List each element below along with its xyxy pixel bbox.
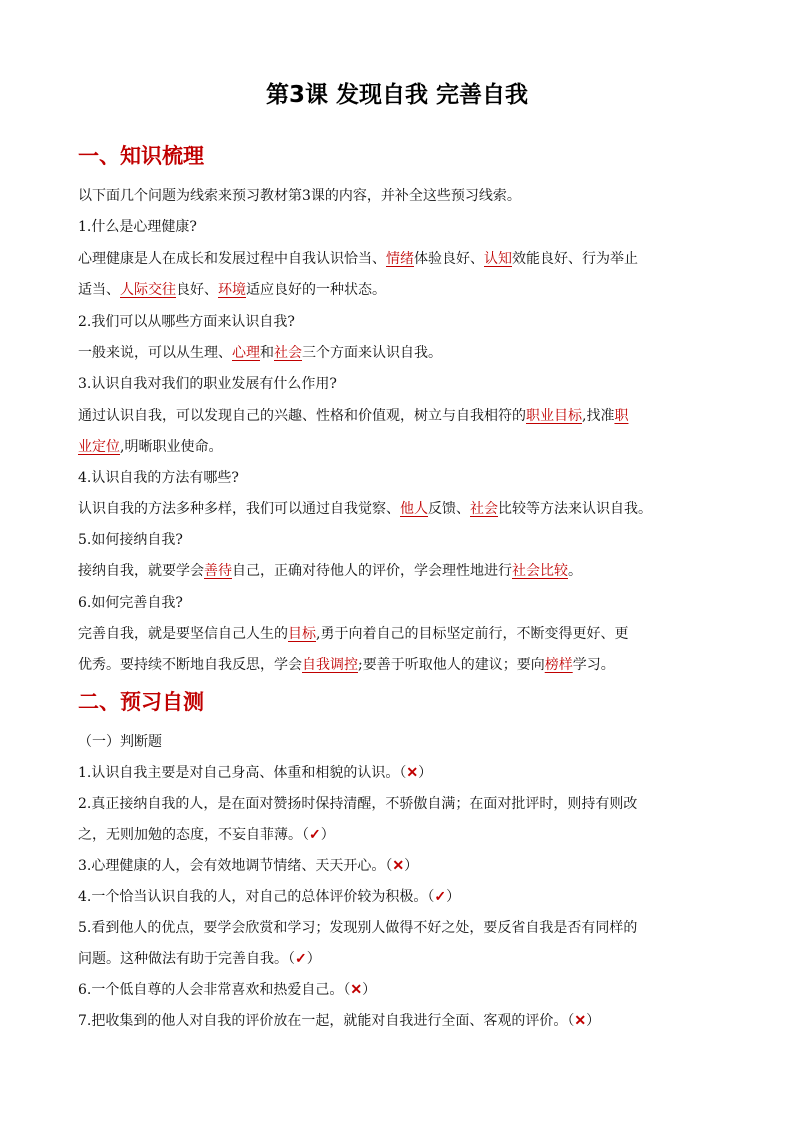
answer-blank: 认知 bbox=[484, 251, 512, 267]
wrong-mark-icon: ✕ bbox=[574, 1013, 587, 1029]
answer-blank: 社会 bbox=[470, 501, 498, 517]
tf-item-5-line-1: 5.看到他人的优点，要学会欣赏和学习；发现别人做得不好之处，要反省自我是否有同样的 bbox=[78, 920, 638, 936]
answer-blank: 善待 bbox=[204, 563, 232, 579]
answer-6-line-2: 优秀。要持续不断地自我反思，学会自我调控;要善于听取他人的建议；要向榜样学习。 bbox=[78, 657, 615, 673]
answer-5: 接纳自我，就要学会善待自己，正确对待他人的评价，学会理性地进行社会比较。 bbox=[78, 563, 582, 579]
wrong-mark-icon: ✕ bbox=[350, 982, 363, 998]
check-mark-icon: ✓ bbox=[434, 889, 447, 905]
question-6: 6.如何完善自我? bbox=[78, 595, 183, 611]
intro-text: 以下面几个问题为线索来预习教材第3课的内容，并补全这些预习线索。 bbox=[78, 188, 521, 204]
tf-item-2-line-2: 之，无则加勉的态度，不妄自菲薄。（✓） bbox=[78, 827, 335, 843]
answer-blank: 社会比较 bbox=[512, 563, 568, 579]
check-mark-icon: ✓ bbox=[309, 827, 321, 843]
tf-item-7: 7.把收集到的他人对自我的评价放在一起，就能对自我进行全面、客观的评价。（✕） bbox=[78, 1013, 601, 1029]
answer-blank: 环境 bbox=[218, 282, 246, 298]
tf-item-3: 3.心理健康的人，会有效地调节情绪、天天开心。（✕） bbox=[78, 858, 419, 874]
tf-item-2-line-1: 2.真正接纳自我的人，是在面对赞扬时保持清醒，不骄傲自满；在面对批评时，则持有则改 bbox=[78, 796, 638, 812]
check-mark-icon: ✓ bbox=[295, 951, 307, 967]
wrong-mark-icon: ✕ bbox=[406, 765, 419, 781]
answer-6-line-1: 完善自我，就是要坚信自己人生的目标,勇于向着自己的目标坚定前行，不断变得更好、更 bbox=[78, 626, 629, 642]
answer-3-line-2: 业定位,明晰职业使命。 bbox=[78, 439, 223, 455]
tf-item-1: 1.认识自我主要是对自己身高、体重和相貌的认识。（✕） bbox=[78, 765, 433, 781]
answer-1-line-2: 适当、人际交往良好、环境适应良好的一种状态。 bbox=[78, 282, 386, 298]
answer-blank: 心理 bbox=[232, 345, 260, 361]
answer-blank: 榜样 bbox=[544, 657, 573, 673]
question-5: 5.如何接纳自我? bbox=[78, 532, 183, 548]
page-title: 第3课 发现自我 完善自我 bbox=[265, 82, 529, 108]
question-1: 1.什么是心理健康? bbox=[78, 219, 197, 235]
subsection-true-false: （一）判断题 bbox=[78, 734, 162, 750]
answer-blank: 人际交往 bbox=[120, 282, 176, 298]
tf-item-5-line-2: 问题。这种做法有助于完善自我。（✓） bbox=[78, 951, 321, 967]
question-2: 2.我们可以从哪些方面来认识自我? bbox=[78, 314, 295, 330]
question-3: 3.认识自我对我们的职业发展有什么作用? bbox=[78, 376, 337, 392]
section-heading-knowledge: 一、知识梳理 bbox=[78, 144, 204, 168]
answer-blank: 他人 bbox=[400, 501, 428, 517]
answer-blank: 业定位 bbox=[78, 439, 120, 455]
answer-blank: 社会 bbox=[274, 345, 302, 361]
answer-4: 认识自我的方法多种多样，我们可以通过自我觉察、他人反馈、社会比较等方法来认识自我。 bbox=[78, 501, 652, 517]
answer-blank: 目标 bbox=[288, 626, 316, 642]
section-heading-selftest: 二、预习自测 bbox=[78, 690, 204, 714]
wrong-mark-icon: ✕ bbox=[392, 858, 405, 874]
answer-blank: 自我调控 bbox=[302, 657, 358, 673]
answer-2: 一般来说，可以从生理、心理和社会三个方面来认识自我。 bbox=[78, 345, 442, 361]
answer-blank: 职业目标 bbox=[526, 408, 582, 424]
answer-3-line-1: 通过认识自我，可以发现自己的兴趣、性格和价值观，树立与自我相符的职业目标,找准职 bbox=[78, 408, 629, 424]
question-4: 4.认识自我的方法有哪些? bbox=[78, 470, 239, 486]
tf-item-6: 6.一个低自尊的人会非常喜欢和热爱自己。（✕） bbox=[78, 982, 377, 998]
tf-item-4: 4.一个恰当认识自我的人，对自己的总体评价较为积极。（✓） bbox=[78, 889, 461, 905]
answer-1-line-1: 心理健康是人在成长和发展过程中自我认识恰当、情绪体验良好、认知效能良好、行为举止 bbox=[78, 251, 638, 267]
answer-blank: 职 bbox=[614, 408, 629, 424]
answer-blank: 情绪 bbox=[386, 251, 414, 267]
